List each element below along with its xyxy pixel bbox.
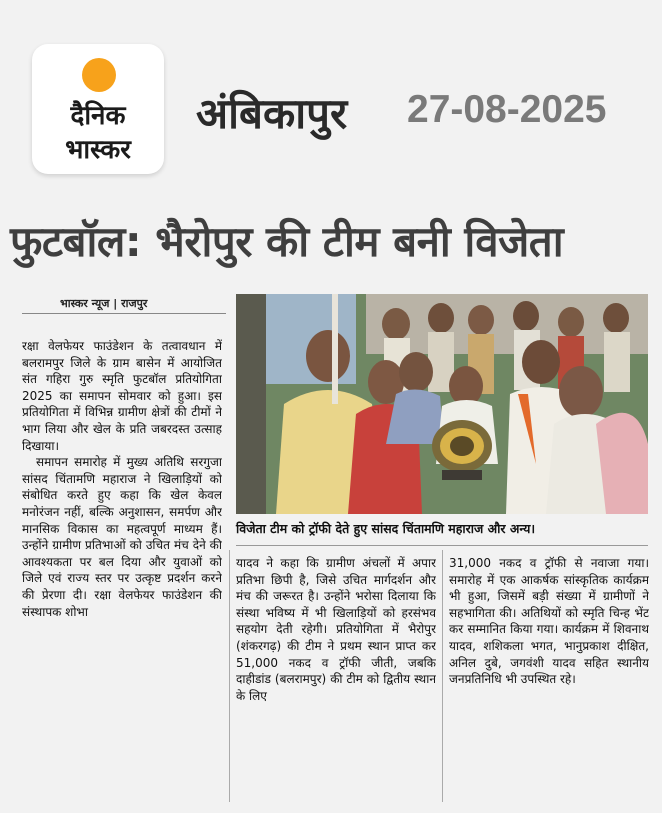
paragraph-1: रक्षा वेलफेयर फाउंडेशन के तत्वावधान में बलरामपुर जिले के ग्राम बासेन में आयोजित संत गहिरा गुरु स्मृति फुटबॉल प्रतियोगिता 2025 का समापन सोमवार को हुआ। इस प्रतियोगिता में विभिन्न ग्रामीण क्षेत्रों की टीमों ने भाग लिया और खेल के प्रति जबरदस्त उत्साह दिखाया।	[22, 339, 222, 453]
paragraph-3: यादव ने कहा कि ग्रामीण अंचलों में अपार प्रतिभा छिपी है, जिसे उचित मार्गदर्शन और मंच की जरूरत है। उन्होंने भरोसा दिलाया कि संस्था भविष्य में भी खिलाड़ियों को हरसंभव सहयोग देती रहेगी। प्रतियोगिता में भैरोपुर (शंकरगढ़) की टीम ने प्रथम स्थान प्राप्त कर 51,000 नकद व ट्रॉफी जीती, जबकि दाहीडांड (बलरामपुर) की टीम को द्वितीय स्थान के लिए	[236, 556, 436, 703]
byline-divider	[22, 313, 226, 314]
article-column-3	[449, 555, 649, 805]
article-byline: भास्कर न्यूज | राजपुर	[60, 297, 148, 310]
paragraph-4: 31,000 नकद व ट्रॉफी से नवाजा गया। समारोह में एक आकर्षक सांस्कृतिक कार्यक्रम भी हुआ, जिसमें बड़ी संख्या में ग्रामीणों ने सहभागिता की। अतिथियों को स्मृति चिन्ह भेंट कर सम्मानित किया गया। कार्यक्रम में शिवनाथ यादव, शशिकला भगत, भानुप्रकाश दीक्षित, अनिल दुबे, जगवंशी यादव सहित स्थानीय जनप्रतिनिधि भी उपस्थित रहे।	[449, 556, 649, 687]
edition-city: अंबिकापुर	[196, 89, 348, 138]
paragraph-2: समापन समारोह में मुख्य अतिथि सरगुजा सांसद चिंतामणि महाराज ने खिलाड़ियों को संबोधित करते हुए कहा कि खेल केवल मनोरंजन नहीं, बल्कि अनुशासन, समर्पण और मानसिक विकास का महत्वपूर्ण माध्यम हैं। उन्होंने ग्रामीण प्रतिभाओं को उचित मंच देने की आवश्यकता पर बल दिया और युवाओं को जिले एवं राज्य स्तर पर उत्कृष्ट प्रदर्शन करने की प्रेरणा दी। रक्षा वेलफेयर फाउंडेशन की संस्थापक शोभा	[22, 455, 222, 619]
article-photo	[236, 294, 648, 514]
article-column-1	[22, 338, 222, 806]
logo-line-2: भास्कर	[65, 135, 131, 165]
column-divider-1	[229, 550, 230, 802]
edition-date: 27-08-2025	[407, 88, 607, 131]
dainik-bhaskar-logo	[32, 44, 164, 174]
caption-divider	[236, 545, 648, 546]
logo-line-1: दैनिक	[70, 101, 126, 131]
article-column-2	[236, 555, 436, 805]
trophy-ceremony-photo	[236, 294, 648, 514]
article-headline: फुटबॉल: भैरोपुर की टीम बनी विजेता	[10, 217, 564, 266]
sun-icon	[82, 58, 116, 92]
photo-caption: विजेता टीम को ट्रॉफी देते हुए सांसद चिंतामणि महाराज और अन्य।	[236, 521, 536, 536]
column-divider-2	[442, 550, 443, 802]
